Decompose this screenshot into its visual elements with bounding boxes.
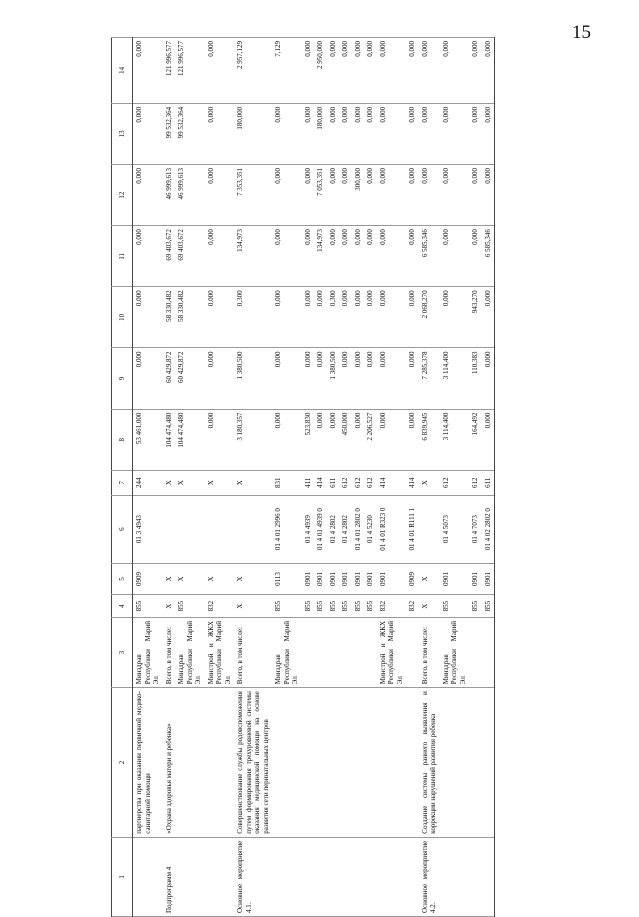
value-cell: 0,000 <box>302 348 315 409</box>
table-row <box>234 38 272 917</box>
grbs-cell: 855 <box>175 595 205 618</box>
value-cell: 0,000 <box>377 38 407 104</box>
grbs-cell: 855 <box>364 595 377 618</box>
value-cell: 0,000 <box>364 165 377 226</box>
executor-cell: Всего, в том числе: <box>419 617 440 687</box>
section-cell: 0113 <box>272 563 302 595</box>
description-cell <box>339 688 352 838</box>
value-cell: 0,000 <box>205 409 235 470</box>
value-cell: 6 585,346 <box>482 226 495 287</box>
expense-type-cell: 414 <box>377 470 407 495</box>
description-cell <box>482 688 495 838</box>
value-cell: 58 330,482 <box>163 287 176 348</box>
value-cell: 180,000 <box>234 103 272 164</box>
expense-type-cell: 611 <box>482 470 495 495</box>
executor-cell: Минздрав Республики Марий Эл <box>440 617 470 687</box>
value-cell: 0,000 <box>482 38 495 104</box>
description-cell: Совершенствование службы родовспоможения путем формирования трехуровневой системы оказания медицинской помощи на основе развития сети перинатальных центров <box>234 688 272 838</box>
description-cell: партнерства при оказании первичной медико-санитарной помощи <box>133 688 163 838</box>
executor-cell: Всего, в том числе: <box>163 617 176 687</box>
header-cell: 1 <box>112 837 133 916</box>
target-code-cell: 01 4 02 2802 0 <box>482 495 495 563</box>
executor-cell <box>364 617 377 687</box>
section-cell: 0901 <box>314 563 327 595</box>
value-cell: 0,000 <box>302 226 315 287</box>
description-cell <box>314 688 327 838</box>
executor-cell <box>469 617 482 687</box>
executor-cell: Минздрав Республики Марий Эл <box>133 617 163 687</box>
value-cell: 0,000 <box>377 103 407 164</box>
executor-cell <box>339 617 352 687</box>
header-cell: 6 <box>112 495 133 563</box>
value-cell: 0,000 <box>377 287 407 348</box>
value-cell: 0,000 <box>406 103 419 164</box>
value-cell: 0,000 <box>469 38 482 104</box>
description-cell <box>272 688 302 838</box>
grbs-cell: 855 <box>469 595 482 618</box>
value-cell: 0,000 <box>440 226 470 287</box>
table-row <box>364 38 377 917</box>
value-cell: 0,000 <box>469 226 482 287</box>
value-cell: 0,000 <box>327 409 340 470</box>
target-code-cell <box>163 495 176 563</box>
value-cell: 523,830 <box>302 409 315 470</box>
value-cell: 0,000 <box>352 348 365 409</box>
value-cell: 450,000 <box>339 409 352 470</box>
value-cell: 0,000 <box>377 165 407 226</box>
target-code-cell: 01 4 5073 <box>440 495 470 563</box>
value-cell: 180,000 <box>314 103 327 164</box>
value-cell: 0,000 <box>406 287 419 348</box>
value-cell: 3 114,400 <box>440 409 470 470</box>
value-cell: 0,000 <box>133 103 163 164</box>
grbs-cell: 855 <box>133 595 163 618</box>
expense-type-cell: 612 <box>469 470 482 495</box>
executor-cell <box>482 617 495 687</box>
rotated-table-frame <box>111 12 552 917</box>
section-cell: 0901 <box>377 563 407 595</box>
value-cell: 0,000 <box>133 165 163 226</box>
value-cell: 0,300 <box>327 287 340 348</box>
section-cell: 0909 <box>406 563 419 595</box>
expense-type-cell: 612 <box>339 470 352 495</box>
value-cell: 2 950,000 <box>314 38 327 104</box>
section-cell: 0901 <box>339 563 352 595</box>
value-cell: 0,000 <box>482 165 495 226</box>
value-cell: 7 053,351 <box>314 165 327 226</box>
table-row <box>377 38 407 917</box>
value-cell: 0,000 <box>314 287 327 348</box>
target-code-cell: 01 4 01 R111 1 <box>406 495 419 563</box>
grbs-cell: 855 <box>482 595 495 618</box>
value-cell: 0,000 <box>440 103 470 164</box>
header-cell: 12 <box>112 165 133 226</box>
value-cell: 0,000 <box>364 38 377 104</box>
table-row <box>482 38 495 917</box>
expense-type-cell: X <box>175 470 205 495</box>
value-cell: 7,129 <box>272 38 302 104</box>
description-cell: «Охрана здоровья матери и ребенка» <box>163 688 176 838</box>
value-cell: 0,000 <box>314 409 327 470</box>
value-cell: 0,000 <box>377 409 407 470</box>
description-cell <box>469 688 482 838</box>
executor-cell: Всего, в том числе: <box>234 617 272 687</box>
value-cell: 121 996,577 <box>163 38 176 104</box>
section-cell: X <box>163 563 176 595</box>
table-body <box>133 38 495 917</box>
value-cell: 0,000 <box>406 165 419 226</box>
value-cell: 0,000 <box>352 287 365 348</box>
expense-type-cell: 414 <box>406 470 419 495</box>
budget-table <box>111 37 495 917</box>
expense-type-cell: X <box>234 470 272 495</box>
grbs-cell: 855 <box>302 595 315 618</box>
value-cell: 0,000 <box>133 38 163 104</box>
value-cell: 0,000 <box>482 103 495 164</box>
grbs-cell: 855 <box>314 595 327 618</box>
expense-type-cell: X <box>419 470 440 495</box>
value-cell: 0,000 <box>406 226 419 287</box>
value-cell: 0,000 <box>352 409 365 470</box>
value-cell: 60 429,872 <box>163 348 176 409</box>
section-cell: X <box>419 563 440 595</box>
executor-cell <box>302 617 315 687</box>
value-cell: 99 532,364 <box>163 103 176 164</box>
table-row <box>272 38 302 917</box>
expense-type-cell: 414 <box>314 470 327 495</box>
value-cell: 3 114,400 <box>440 348 470 409</box>
value-cell: 0,000 <box>364 348 377 409</box>
header-cell: 13 <box>112 103 133 164</box>
executor-cell <box>327 617 340 687</box>
value-cell: 0,000 <box>419 103 440 164</box>
value-cell: 0,000 <box>339 287 352 348</box>
value-cell: 0,000 <box>327 103 340 164</box>
expense-type-cell: 411 <box>302 470 315 495</box>
value-cell: 6 839,945 <box>419 409 440 470</box>
value-cell: 0,000 <box>133 287 163 348</box>
value-cell: 7 353,351 <box>234 165 272 226</box>
value-cell: 0,000 <box>364 287 377 348</box>
table-row <box>205 38 235 917</box>
value-cell: 0,000 <box>352 38 365 104</box>
expense-type-cell: 831 <box>272 470 302 495</box>
section-cell: 0901 <box>352 563 365 595</box>
value-cell: 2 957,129 <box>234 38 272 104</box>
grbs-cell: 855 <box>327 595 340 618</box>
value-cell: 99 532,364 <box>175 103 205 164</box>
value-cell: 0,000 <box>406 348 419 409</box>
value-cell: 943,270 <box>469 287 482 348</box>
section-cell: 0901 <box>327 563 340 595</box>
section-cell: 0901 <box>364 563 377 595</box>
value-cell: 104 474,480 <box>175 409 205 470</box>
grbs-cell: 855 <box>352 595 365 618</box>
value-cell: 0,000 <box>205 38 235 104</box>
target-code-cell: 01 3 4943 <box>133 495 163 563</box>
section-cell: 0901 <box>302 563 315 595</box>
program-cell: Подпрограмм 4 <box>163 837 176 916</box>
value-cell: 6 585,346 <box>419 226 440 287</box>
header-cell: 10 <box>112 287 133 348</box>
table-row <box>339 38 352 917</box>
value-cell: 46 999,613 <box>163 165 176 226</box>
value-cell: 0,000 <box>302 287 315 348</box>
description-cell <box>352 688 365 838</box>
grbs-cell: X <box>163 595 176 618</box>
table-row <box>352 38 365 917</box>
target-code-cell: 01 4 01 2802 0 <box>352 495 365 563</box>
value-cell: 0,000 <box>339 226 352 287</box>
value-cell: 0,000 <box>272 348 302 409</box>
grbs-cell: 832 <box>205 595 235 618</box>
section-cell: 0901 <box>469 563 482 595</box>
section-cell: 0909 <box>133 563 163 595</box>
executor-cell <box>406 617 419 687</box>
header-cell: 2 <box>112 688 133 838</box>
target-code-cell <box>419 495 440 563</box>
value-cell: 0,000 <box>205 287 235 348</box>
section-cell: 0901 <box>440 563 470 595</box>
executor-cell: Минздрав Республики Марий Эл <box>272 617 302 687</box>
header-cell: 5 <box>112 563 133 595</box>
target-code-cell: 01 4 01 R323 0 <box>377 495 407 563</box>
header-cell: 7 <box>112 470 133 495</box>
grbs-cell: 855 <box>272 595 302 618</box>
value-cell: 1 380,500 <box>327 348 340 409</box>
expense-type-cell: 612 <box>352 470 365 495</box>
target-code-cell <box>205 495 235 563</box>
value-cell: 0,000 <box>406 38 419 104</box>
target-code-cell: 01 4 2802 <box>327 495 340 563</box>
value-cell: 58 330,482 <box>175 287 205 348</box>
value-cell: 2 068,270 <box>419 287 440 348</box>
value-cell: 0,000 <box>133 226 163 287</box>
value-cell: 0,000 <box>272 103 302 164</box>
description-cell <box>406 688 419 838</box>
value-cell: 0,000 <box>327 165 340 226</box>
value-cell: 0,000 <box>364 226 377 287</box>
expense-type-cell: X <box>163 470 176 495</box>
value-cell: 0,000 <box>377 226 407 287</box>
executor-cell <box>314 617 327 687</box>
section-cell: X <box>205 563 235 595</box>
target-code-cell <box>234 495 272 563</box>
value-cell: 0,000 <box>302 38 315 104</box>
value-cell: 0,000 <box>314 348 327 409</box>
value-cell: 0,300 <box>234 287 272 348</box>
executor-cell: Минздрав Республики Марий Эл <box>175 617 205 687</box>
value-cell: 0,000 <box>327 38 340 104</box>
table-row <box>175 38 205 917</box>
value-cell: 0,000 <box>302 103 315 164</box>
value-cell: 0,000 <box>406 409 419 470</box>
table-container <box>111 37 495 917</box>
value-cell: 0,000 <box>272 409 302 470</box>
executor-cell: Минстрой и ЖКХ Республики Марий Эл <box>377 617 407 687</box>
value-cell: 0,000 <box>272 226 302 287</box>
table-row <box>327 38 340 917</box>
table-row <box>440 38 470 917</box>
value-cell: 3 180,357 <box>234 409 272 470</box>
value-cell: 164,492 <box>469 409 482 470</box>
target-code-cell: 01 4 2802 <box>339 495 352 563</box>
value-cell: 2 206,527 <box>364 409 377 470</box>
value-cell: 0,000 <box>272 165 302 226</box>
value-cell: 0,000 <box>482 348 495 409</box>
value-cell: 0,000 <box>419 165 440 226</box>
table-row <box>302 38 315 917</box>
table-row <box>314 38 327 917</box>
value-cell: 0,000 <box>327 226 340 287</box>
target-code-cell: 01 4 5230 <box>364 495 377 563</box>
value-cell: 0,000 <box>482 409 495 470</box>
value-cell: 0,000 <box>205 103 235 164</box>
target-code-cell: 01 4 4939 <box>302 495 315 563</box>
expense-type-cell: 612 <box>440 470 470 495</box>
grbs-cell: 855 <box>440 595 470 618</box>
value-cell: 0,000 <box>272 287 302 348</box>
value-cell: 1 380,500 <box>234 348 272 409</box>
target-code-cell <box>175 495 205 563</box>
value-cell: 0,000 <box>302 165 315 226</box>
description-cell <box>377 688 407 838</box>
header-cell: 8 <box>112 409 133 470</box>
value-cell: 0,000 <box>440 165 470 226</box>
value-cell: 0,000 <box>205 348 235 409</box>
section-cell: 0901 <box>482 563 495 595</box>
table-row <box>163 38 176 917</box>
table-row <box>419 38 440 917</box>
value-cell: 300,000 <box>352 165 365 226</box>
value-cell: 0,000 <box>352 226 365 287</box>
program-cell: Основное мероприятие 4.1. <box>234 837 272 916</box>
value-cell: 69 403,672 <box>163 226 176 287</box>
header-cell: 11 <box>112 226 133 287</box>
target-code-cell: 01 4 7073 <box>469 495 482 563</box>
value-cell: 0,000 <box>469 165 482 226</box>
expense-type-cell: X <box>205 470 235 495</box>
header-cell: 9 <box>112 348 133 409</box>
header-cell: 3 <box>112 617 133 687</box>
value-cell: 110,383 <box>469 348 482 409</box>
page-number: 15 <box>572 22 591 43</box>
value-cell: 0,000 <box>339 38 352 104</box>
value-cell: 0,000 <box>364 103 377 164</box>
value-cell: 0,000 <box>339 165 352 226</box>
description-cell <box>205 688 235 838</box>
value-cell: 0,000 <box>339 103 352 164</box>
value-cell: 0,000 <box>133 348 163 409</box>
value-cell: 121 996,577 <box>175 38 205 104</box>
value-cell: 69 403,672 <box>175 226 205 287</box>
value-cell: 46 999,613 <box>175 165 205 226</box>
target-code-cell: 01 4 01 4939 0 <box>314 495 327 563</box>
executor-cell <box>352 617 365 687</box>
program-cell: Основное мероприятие 4.2. <box>419 837 440 916</box>
value-cell: 7 285,378 <box>419 348 440 409</box>
grbs-cell: 855 <box>339 595 352 618</box>
description-cell: Создание системы раннего выявления и коррекции нарушений развития ребенка <box>419 688 440 838</box>
value-cell: 0,000 <box>377 348 407 409</box>
grbs-cell: X <box>419 595 440 618</box>
value-cell: 0,000 <box>440 287 470 348</box>
grbs-cell: 832 <box>406 595 419 618</box>
value-cell: 134,973 <box>234 226 272 287</box>
description-cell <box>302 688 315 838</box>
header-cell: 14 <box>112 38 133 104</box>
value-cell: 0,000 <box>440 38 470 104</box>
header-cell: 4 <box>112 595 133 618</box>
value-cell: 0,000 <box>352 103 365 164</box>
expense-type-cell: 244 <box>133 470 163 495</box>
description-cell <box>327 688 340 838</box>
table-row <box>133 38 163 917</box>
value-cell: 134,973 <box>314 226 327 287</box>
description-cell <box>440 688 470 838</box>
section-cell: X <box>175 563 205 595</box>
value-cell: 0,000 <box>205 165 235 226</box>
value-cell: 0,000 <box>339 348 352 409</box>
description-cell <box>175 688 205 838</box>
value-cell: 0,000 <box>482 287 495 348</box>
table-row <box>406 38 419 917</box>
grbs-cell: 832 <box>377 595 407 618</box>
value-cell: 0,000 <box>205 226 235 287</box>
value-cell: 60 429,872 <box>175 348 205 409</box>
expense-type-cell: 611 <box>327 470 340 495</box>
grbs-cell: X <box>234 595 272 618</box>
header-row <box>112 38 133 917</box>
table-row <box>469 38 482 917</box>
value-cell: 53 461,000 <box>133 409 163 470</box>
executor-cell: Минстрой и ЖКХ Республики Марий Эл <box>205 617 235 687</box>
description-cell <box>364 688 377 838</box>
value-cell: 104 474,480 <box>163 409 176 470</box>
section-cell: X <box>234 563 272 595</box>
value-cell: 0,000 <box>419 38 440 104</box>
value-cell: 0,000 <box>469 103 482 164</box>
expense-type-cell: 612 <box>364 470 377 495</box>
target-code-cell: 01 4 01 2996 0 <box>272 495 302 563</box>
